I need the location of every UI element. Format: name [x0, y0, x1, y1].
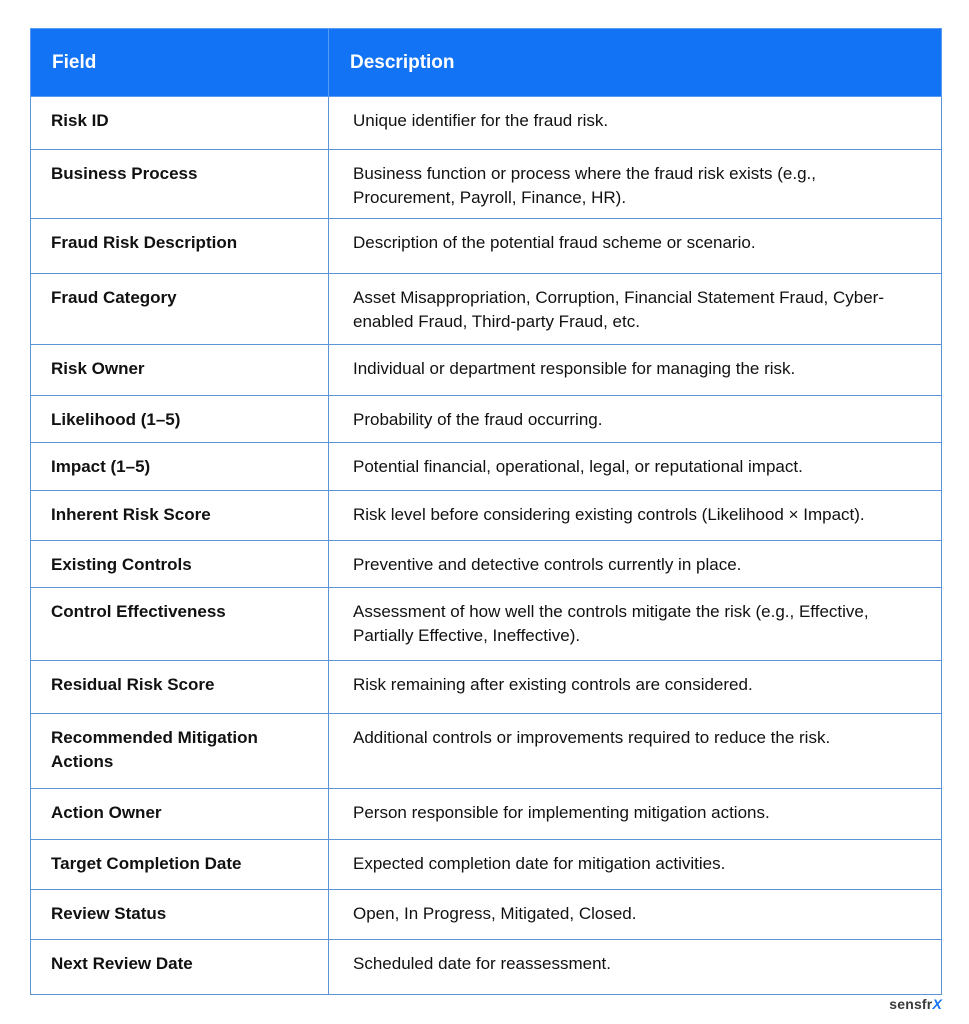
- field-description: Potential financial, operational, legal, or reputational impact.: [329, 443, 942, 491]
- field-description: Risk remaining after existing controls are considered.: [329, 661, 942, 714]
- table-row: [31, 840, 942, 890]
- field-description: Open, In Progress, Mitigated, Closed.: [329, 890, 942, 940]
- field-name: Inherent Risk Score: [31, 491, 329, 541]
- table-row: [31, 789, 942, 840]
- field-description: Additional controls or improvements required to reduce the risk.: [329, 714, 942, 789]
- table-row: [31, 396, 942, 443]
- table-row: [31, 714, 942, 789]
- field-name: Risk ID: [31, 97, 329, 150]
- table-row: [31, 345, 942, 396]
- field-name: Fraud Category: [31, 274, 329, 345]
- table-row: [31, 588, 942, 661]
- field-name: Control Effectiveness: [31, 588, 329, 661]
- field-description: Scheduled date for reassessment.: [329, 940, 942, 995]
- field-description: Asset Misappropriation, Corruption, Financial Statement Fraud, Cyber-enabled Fraud, Third-party Fraud, etc.: [329, 274, 942, 345]
- table-row: [31, 890, 942, 940]
- table-row: [31, 274, 942, 345]
- header-field: Field: [31, 29, 329, 97]
- field-description: Risk level before considering existing controls (Likelihood × Impact).: [329, 491, 942, 541]
- field-description: Individual or department responsible for managing the risk.: [329, 345, 942, 396]
- field-description: Preventive and detective controls currently in place.: [329, 541, 942, 588]
- field-name: Residual Risk Score: [31, 661, 329, 714]
- table-row: [31, 491, 942, 541]
- field-name: Risk Owner: [31, 345, 329, 396]
- table-header-row: [31, 29, 942, 97]
- field-name: Target Completion Date: [31, 840, 329, 890]
- fraud-risk-fields-table: [30, 28, 942, 995]
- logo-text: sensfr: [889, 996, 933, 1012]
- field-name: Next Review Date: [31, 940, 329, 995]
- field-description: Business function or process where the fraud risk exists (e.g., Procurement, Payroll, Finance, HR).: [329, 150, 942, 219]
- table-row: [31, 661, 942, 714]
- field-description: Probability of the fraud occurring.: [329, 396, 942, 443]
- field-name: Likelihood (1–5): [31, 396, 329, 443]
- field-description: Person responsible for implementing mitigation actions.: [329, 789, 942, 840]
- field-name: Existing Controls: [31, 541, 329, 588]
- field-name: Impact (1–5): [31, 443, 329, 491]
- field-name: Recommended Mitigation Actions: [31, 714, 329, 789]
- field-name: Fraud Risk Description: [31, 219, 329, 274]
- table-row: [31, 150, 942, 219]
- table-row: [31, 541, 942, 588]
- field-name: Action Owner: [31, 789, 329, 840]
- field-description: Description of the potential fraud scheme or scenario.: [329, 219, 942, 274]
- header-description: Description: [329, 29, 942, 97]
- field-description: Unique identifier for the fraud risk.: [329, 97, 942, 150]
- table-row: [31, 219, 942, 274]
- field-name: Business Process: [31, 150, 329, 219]
- table-row: [31, 97, 942, 150]
- table-row: [31, 940, 942, 995]
- field-name: Review Status: [31, 890, 329, 940]
- table-row: [31, 443, 942, 491]
- logo-accent: X: [932, 996, 942, 1012]
- field-description: Assessment of how well the controls mitigate the risk (e.g., Effective, Partially Effective, Ineffective).: [329, 588, 942, 661]
- sensfrx-logo: [889, 996, 942, 1012]
- field-description: Expected completion date for mitigation activities.: [329, 840, 942, 890]
